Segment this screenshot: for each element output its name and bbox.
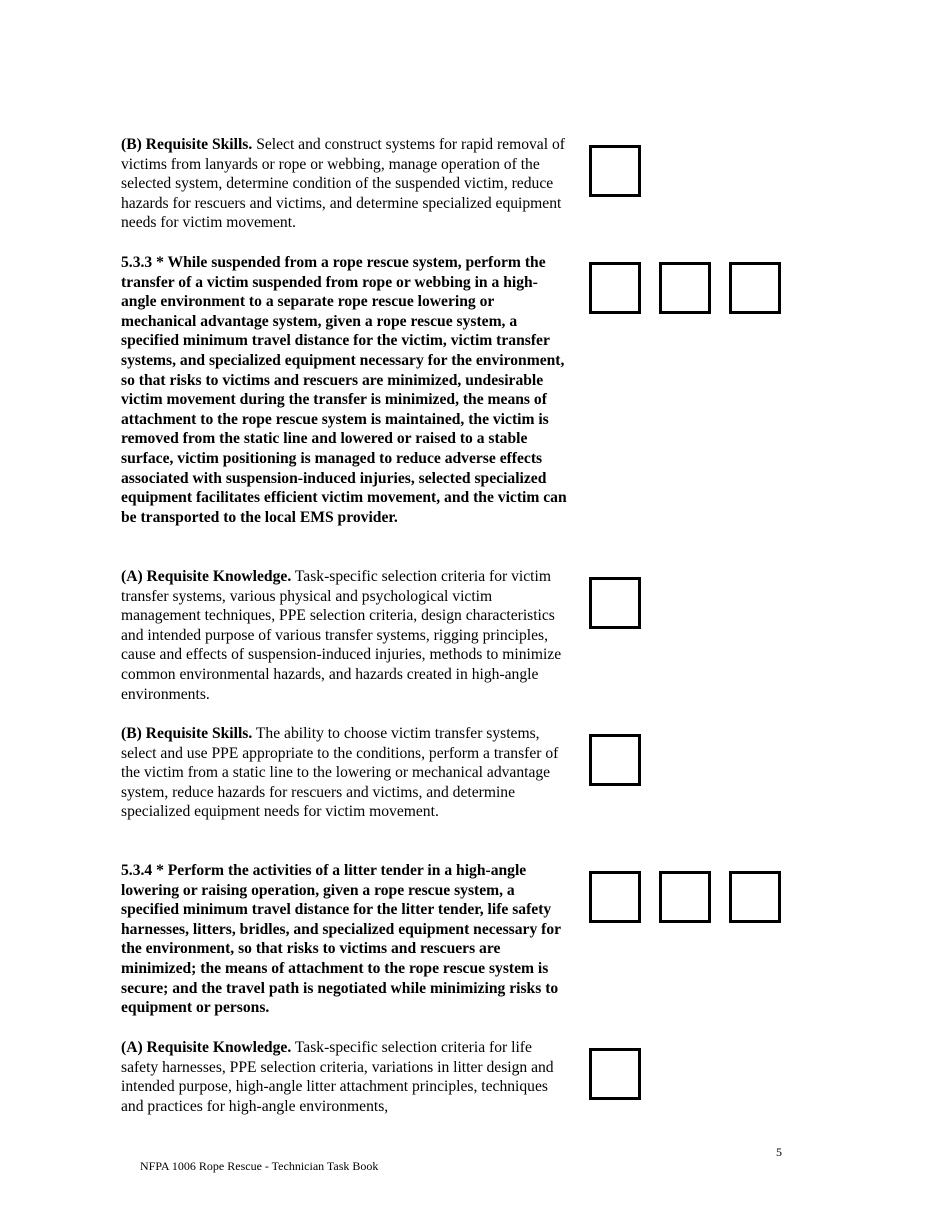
section-text: The ability to choose victim transfer systems, select and use PPE appropriate to the conditions, perform a transfer of the victim from a static line to the lowering or mechanical advantage system, reduce hazards for rescuers and victims, and determine specialized equipment needs for victim movement. bbox=[121, 725, 559, 821]
signoff-checkbox[interactable] bbox=[589, 577, 641, 629]
section-5-3-3 bbox=[121, 253, 573, 527]
section-text: 5.3.3 * While suspended from a rope rescue system, perform the transfer of a victim suspended from rope or webbing in a high-angle environment to a separate rope rescue lowering or mechanical advantage system, given a rope rescue system, a specified minimum travel distance for the victim, victim transfer systems, and specialized equipment necessary for the environment, so that risks to victims and rescuers are minimized, undesirable victim movement during the transfer is minimized, the means of attachment to the rope rescue system is maintained, the victim is removed from the static line and lowered or raised to a stable surface, victim positioning is managed to reduce adverse effects associated with suspension-induced injuries, selected specialized equipment facilitates efficient victim movement, and the victim can be transported to the local EMS provider. bbox=[121, 254, 567, 526]
section-text: Select and construct systems for rapid removal of victims from lanyards or rope or webbing, manage operation of the selected system, determine condition of the suspended victim, reduce hazards for rescuers and victims, and determine specialized equipment needs for victim movement. bbox=[121, 136, 565, 232]
section-label: (B) Requisite Skills. bbox=[121, 725, 253, 742]
section-a-requisite-knowledge bbox=[121, 1038, 573, 1116]
section-b-requisite-skills bbox=[121, 724, 573, 822]
signoff-checkbox[interactable] bbox=[589, 1048, 641, 1100]
signoff-checkbox[interactable] bbox=[589, 262, 641, 314]
signoff-checkbox[interactable] bbox=[589, 871, 641, 923]
signoff-checkbox[interactable] bbox=[729, 871, 781, 923]
signoff-checkbox[interactable] bbox=[589, 145, 641, 197]
footer-title: NFPA 1006 Rope Rescue - Technician Task Book bbox=[140, 1159, 379, 1173]
signoff-checkbox[interactable] bbox=[589, 734, 641, 786]
section-text: Task-specific selection criteria for victim transfer systems, various physical and psychological victim management techniques, PPE selection criteria, design characteristics and intended purpose of various transfer systems, rigging principles, cause and effects of suspension-induced injuries, methods to minimize common environmental hazards, and hazards created in high-angle environments. bbox=[121, 568, 562, 703]
signoff-checkbox[interactable] bbox=[659, 871, 711, 923]
section-5-3-4 bbox=[121, 861, 573, 1018]
signoff-checkbox[interactable] bbox=[659, 262, 711, 314]
section-label: (A) Requisite Knowledge. bbox=[121, 1039, 292, 1056]
section-label: (A) Requisite Knowledge. bbox=[121, 568, 292, 585]
signoff-checkbox[interactable] bbox=[729, 262, 781, 314]
section-label: (B) Requisite Skills. bbox=[121, 136, 253, 153]
page-number: 5 bbox=[776, 1145, 782, 1159]
section-b-requisite-skills bbox=[121, 135, 573, 233]
section-text: Task-specific selection criteria for life safety harnesses, PPE selection criteria, variations in litter design and intended purpose, high-angle litter attachment principles, techniques and practices for high-angle environments, bbox=[121, 1039, 554, 1115]
section-a-requisite-knowledge bbox=[121, 567, 573, 704]
section-text: 5.3.4 * Perform the activities of a litter tender in a high-angle lowering or raising operation, given a rope rescue system, a specified minimum travel distance for the litter tender, life safety harnesses, litters, bridles, and specialized equipment necessary for the environment, so that risks to victims and rescuers are minimized; the means of attachment to the rope rescue system is secure; and the travel path is negotiated while minimizing risks to equipment or persons. bbox=[121, 862, 561, 1017]
